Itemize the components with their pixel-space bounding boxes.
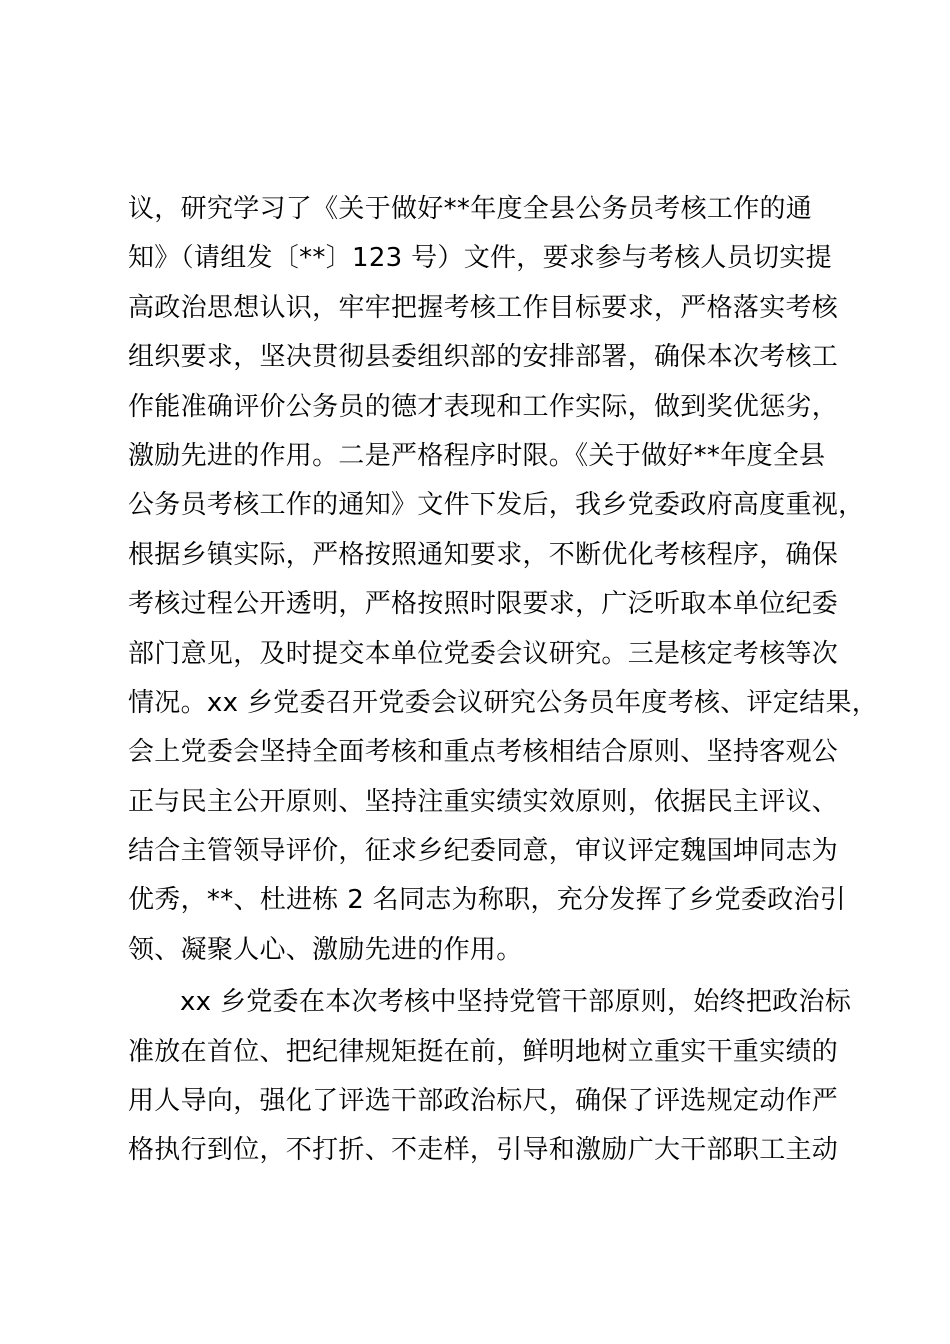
text-line: 领、凝聚人心、激励先进的作用。 [128, 934, 523, 965]
text-line: 考核过程公开透明，严格按照时限要求，广泛听取本单位纪委 [128, 589, 839, 620]
text-line: 根据乡镇实际，严格按照通知要求，不断优化考核程序，确保 [128, 539, 839, 570]
text-line: 用人导向，强化了评选干部政治标尺，确保了评选规定动作严 [128, 1086, 839, 1117]
text-line: 作能准确评价公务员的德才表现和工作实际，做到奖优惩劣， [128, 391, 839, 422]
paragraph-2 [128, 978, 868, 1176]
text-line: xx 乡党委在本次考核中坚持党管干部原则，始终把政治标 [180, 987, 852, 1018]
document-body [128, 185, 879, 1176]
text-line: 准放在首位、把纪律规矩挺在前，鲜明地树立重实干重实绩的 [128, 1036, 839, 1067]
text-line: 组织要求，坚决贯彻县委组织部的安排部署，确保本次考核工 [128, 342, 839, 373]
text-line: 高政治思想认识，牢牢把握考核工作目标要求，严格落实考核 [128, 292, 839, 323]
text-line: 部门意见，及时提交本单位党委会议研究。三是核定考核等次 [128, 638, 839, 669]
text-line: 公务员考核工作的通知》文件下发后，我乡党委政府高度重视， [128, 490, 865, 521]
text-line: 结合主管领导评价，征求乡纪委同意，审议评定魏国坤同志为 [128, 836, 839, 867]
text-line: 格执行到位，不打折、不走样，引导和激励广大干部职工主动 [128, 1135, 839, 1166]
text-line: 正与民主公开原则、坚持注重实绩实效原则，依据民主评议、 [128, 786, 839, 817]
text-line: 情况。xx 乡党委召开党委会议研究公务员年度考核、评定结果， [128, 687, 879, 718]
text-line: 会上党委会坚持全面考核和重点考核相结合原则、坚持客观公 [128, 737, 839, 768]
text-line: 议，研究学习了《关于做好**年度全县公务员考核工作的通 [128, 194, 813, 224]
text-line: 知》（请组发〔**〕123 号）文件，要求参与考核人员切实提 [128, 243, 832, 274]
paragraph-1 [128, 185, 879, 975]
text-line: 激励先进的作用。二是严格程序时限。《关于做好**年度全县 [128, 440, 826, 471]
text-line: 优秀，**、杜进栋 2 名同志为称职，充分发挥了乡党委政治引 [128, 885, 847, 916]
